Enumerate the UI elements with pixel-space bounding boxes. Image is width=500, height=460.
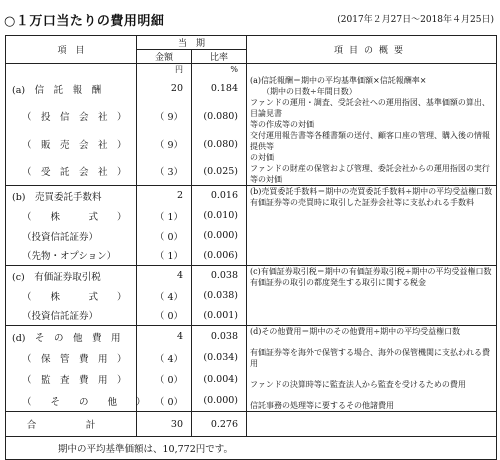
description-line [250,369,496,379]
row-amount: （ 0） [137,306,192,326]
description-line: 交付運用報告書等各種書類の送付、顧客口座の管理、購入後の情報提供等 [250,131,491,151]
period-label: (2017年２月27日～2018年４月25日) [337,15,494,25]
description-line: (d)その他費用＝期中のその他費用÷期中の平均受益権口数 [250,327,461,336]
description-line: 有価証券の取引の都度発生する取引に関する税金 [250,278,427,287]
row-ratio: 0.038 [192,326,247,348]
row-ratio: (0.006) [192,246,247,266]
row-amount: 2 [176,190,183,202]
title-row [4,10,496,29]
row-label: (d) そ の 他 費 用 [6,326,137,348]
total-amount: 30 [137,412,192,437]
row-ratio: (0.000) [192,390,247,412]
row-description [247,326,497,412]
row-ratio: 0.038 [192,266,247,286]
row-amount: 4 [176,270,183,282]
row-amount: （ 0） [154,375,183,387]
fee-table [5,35,497,460]
description-line: 有価証券等を海外で保管する場合、海外の保管機関に支払われる費用 [250,348,491,368]
table-row [6,326,497,348]
header-item: 項 目 [6,36,137,64]
description-line: ファンドの財産の保管および管理、委託会社からの運用指図の実行等の対価 [250,164,490,184]
row-label: （ 販 売 会 社 ） [6,130,137,158]
row-label: （先物・オプション） [6,246,137,266]
row-label: （ そ の 他 ） [6,390,137,412]
row-ratio: (0.000) [192,226,247,246]
row-ratio: (0.080) [192,103,247,131]
row-amount: （ 9） [154,140,183,152]
description-line: 信託事務の処理等に要するその他諸費用 [250,401,395,410]
table-row [6,186,497,206]
row-description [247,186,497,266]
row-ratio: 0.016 [192,186,247,206]
row-ratio: (0.004) [192,369,247,391]
row-amount: （ 1） [137,246,192,266]
row-amount: （ 0） [154,231,183,243]
header-summary: 項目の概要 [247,36,497,64]
row-ratio: (0.001) [192,306,247,326]
row-label: （ 株 式 ） [6,206,137,226]
header-term: 当 期 [178,39,206,49]
description-line: (a)信託報酬＝期中の平均基準価額×信託報酬率× [250,76,427,85]
description-line: (c)有価証券取引税＝期中の有価証券取引税÷期中の平均受益権口数 [250,267,492,276]
total-ratio: 0.276 [192,412,247,437]
row-amount: （ 4） [154,353,183,365]
row-amount: （ 3） [137,158,192,186]
row-label: （ 監 査 費 用 ） [6,369,137,391]
description-line: (b)売買委託手数料＝期中の売買委託手数料÷期中の平均受益権口数 [250,187,493,196]
row-ratio: 0.184 [192,75,247,103]
description-line: （期中の日数÷年間日数） [250,87,357,96]
description-line: 等の作成等の対価 [250,120,315,129]
row-amount: （ 9） [154,112,183,124]
row-ratio: (0.034) [192,347,247,369]
row-ratio: (0.080) [192,130,247,158]
header-ratio: 比率 [192,50,247,64]
description-line: ファンドの運用・調査、受託会社への運用指図、基準価額の算出、目論見書 [250,98,490,118]
row-label: （投資信託証券） [6,226,137,246]
page-title: ○１万口当たりの費用明細 [4,14,165,29]
table-row [6,75,497,103]
description-line: の対価 [250,153,275,162]
row-ratio: (0.025) [192,158,247,186]
row-ratio: (0.010) [192,206,247,226]
total-label: 合 計 [6,412,137,437]
average-nav-note: 期中の平均基準価額は、10,772円です。 [6,437,497,460]
table-row [6,266,497,286]
row-amount: （ 0） [137,390,192,412]
row-label: （ 保 管 費 用 ） [6,347,137,369]
unit-ratio: % [192,64,247,76]
row-amount: （ 1） [154,211,183,223]
description-line: ファンドの決算時等に監査法人から監査を受けるための費用 [250,380,466,389]
row-amount: 4 [176,331,183,342]
row-label: (c) 有価証券取引税 [6,266,137,286]
fee-table-body [6,64,497,412]
row-label: (a) 信 託 報 酬 [6,75,137,103]
description-line: 有価証券等の売買時に取引した証券会社等に支払われる手数料 [250,198,475,207]
unit-amount: 円 [175,65,183,74]
row-label: (b) 売買委託手数料 [6,186,137,206]
row-label: （投資信託証券） [6,306,137,326]
row-label: （ 受 託 会 社 ） [6,158,137,186]
row-label: （ 投 信 会 社 ） [6,103,137,131]
description-line [250,390,496,400]
note-row [6,437,497,460]
row-description [247,75,497,186]
row-amount: （ 4） [154,291,183,303]
row-ratio: (0.038) [192,286,247,306]
description-line [250,337,496,347]
total-row [6,412,497,437]
row-amount: 20 [170,83,183,95]
row-label: （ 株 式 ） [6,286,137,306]
row-description [247,266,497,326]
header-amount: 金額 [137,50,192,64]
